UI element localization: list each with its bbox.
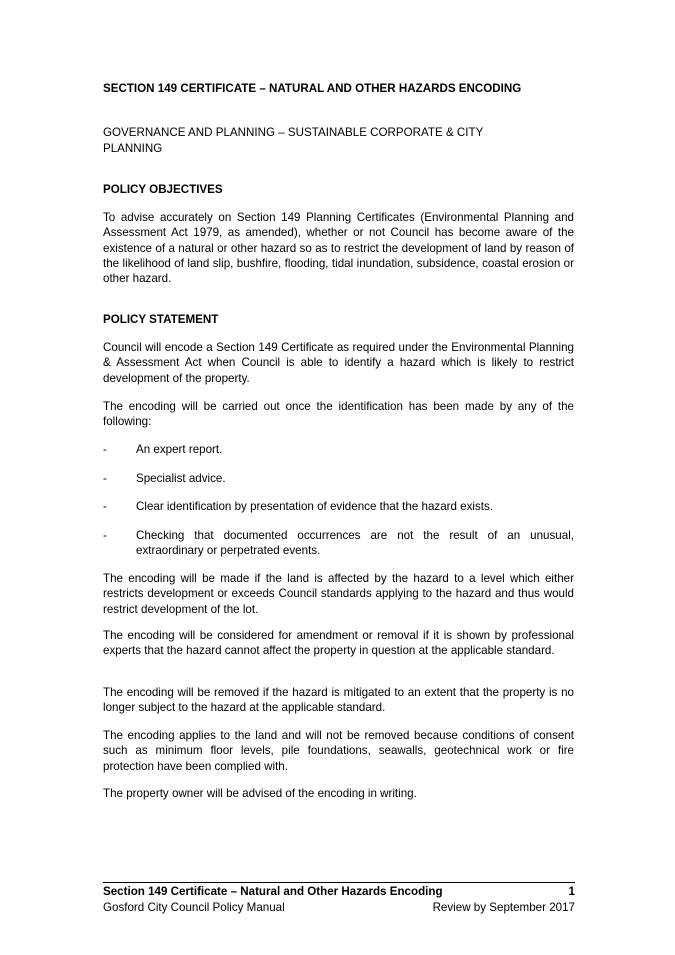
objectives-heading: POLICY OBJECTIVES	[103, 183, 223, 196]
list-item-text: Specialist advice.	[136, 472, 226, 485]
statement-paragraph-1: Council will encode a Section 149 Certificate as required under the Environmental Planning & Assessment Act when Council is able to identify a hazard which is likely to restrict development of the property.	[103, 341, 574, 385]
document-title: SECTION 149 CERTIFICATE – NATURAL AND OTHER HAZARDS ENCODING	[103, 82, 522, 95]
footer-title-row	[103, 885, 575, 899]
statement-paragraph-7: The property owner will be advised of the encoding in writing.	[103, 787, 417, 800]
footer-document-title: Section 149 Certificate – Natural and Other Hazards Encoding	[103, 885, 443, 898]
document-subtitle: GOVERNANCE AND PLANNING – SUSTAINABLE CORPORATE & CITY PLANNING	[103, 126, 484, 155]
list-item-text: Checking that documented occurrences are not the result of an unusual, extraordinary or perpetrated events.	[136, 529, 574, 558]
objectives-paragraph: To advise accurately on Section 149 Planning Certificates (Environmental Planning and Assessment Act 1979, as amended), whether or not Council has become aware of the existence of a natural or other hazard so as to restrict the development of land by reason of the likelihood of land slip, bushfire, flooding, tidal inundation, subsidence, coastal erosion or other hazard.	[103, 211, 574, 286]
statement-heading: POLICY STATEMENT	[103, 313, 219, 326]
statement-paragraph-2: The encoding will be carried out once the identification has been made by any of the following:	[103, 400, 574, 429]
bullet-marker: -	[103, 500, 107, 513]
list-item-text: Clear identification by presentation of evidence that the hazard exists.	[136, 500, 494, 513]
bullet-marker: -	[103, 472, 107, 485]
bullet-marker: -	[103, 529, 107, 542]
statement-paragraph-5: The encoding will be removed if the hazard is mitigated to an extent that the property is no longer subject to the hazard at the applicable standard.	[103, 686, 574, 715]
bullet-marker: -	[103, 443, 107, 456]
footer-review-date: Review by September 2017	[432, 901, 575, 914]
statement-paragraph-6: The encoding applies to the land and will not be removed because conditions of consent such as minimum floor levels, pile foundations, seawalls, geotechnical work or fire protection have been complied with.	[103, 729, 574, 773]
footer-manual-name: Gosford City Council Policy Manual	[103, 901, 285, 914]
footer-info-row	[103, 901, 575, 915]
footer-divider	[103, 882, 575, 883]
statement-paragraph-4: The encoding will be considered for amendment or removal if it is shown by professional experts that the hazard cannot affect the property in question at the applicable standard.	[103, 629, 574, 658]
page-number: 1	[568, 885, 575, 898]
statement-paragraph-3: The encoding will be made if the land is affected by the hazard to a level which either restricts development or exceeds Council standards applying to the hazard and thus would restrict development of the lot.	[103, 572, 574, 616]
list-item-text: An expert report.	[136, 443, 223, 456]
